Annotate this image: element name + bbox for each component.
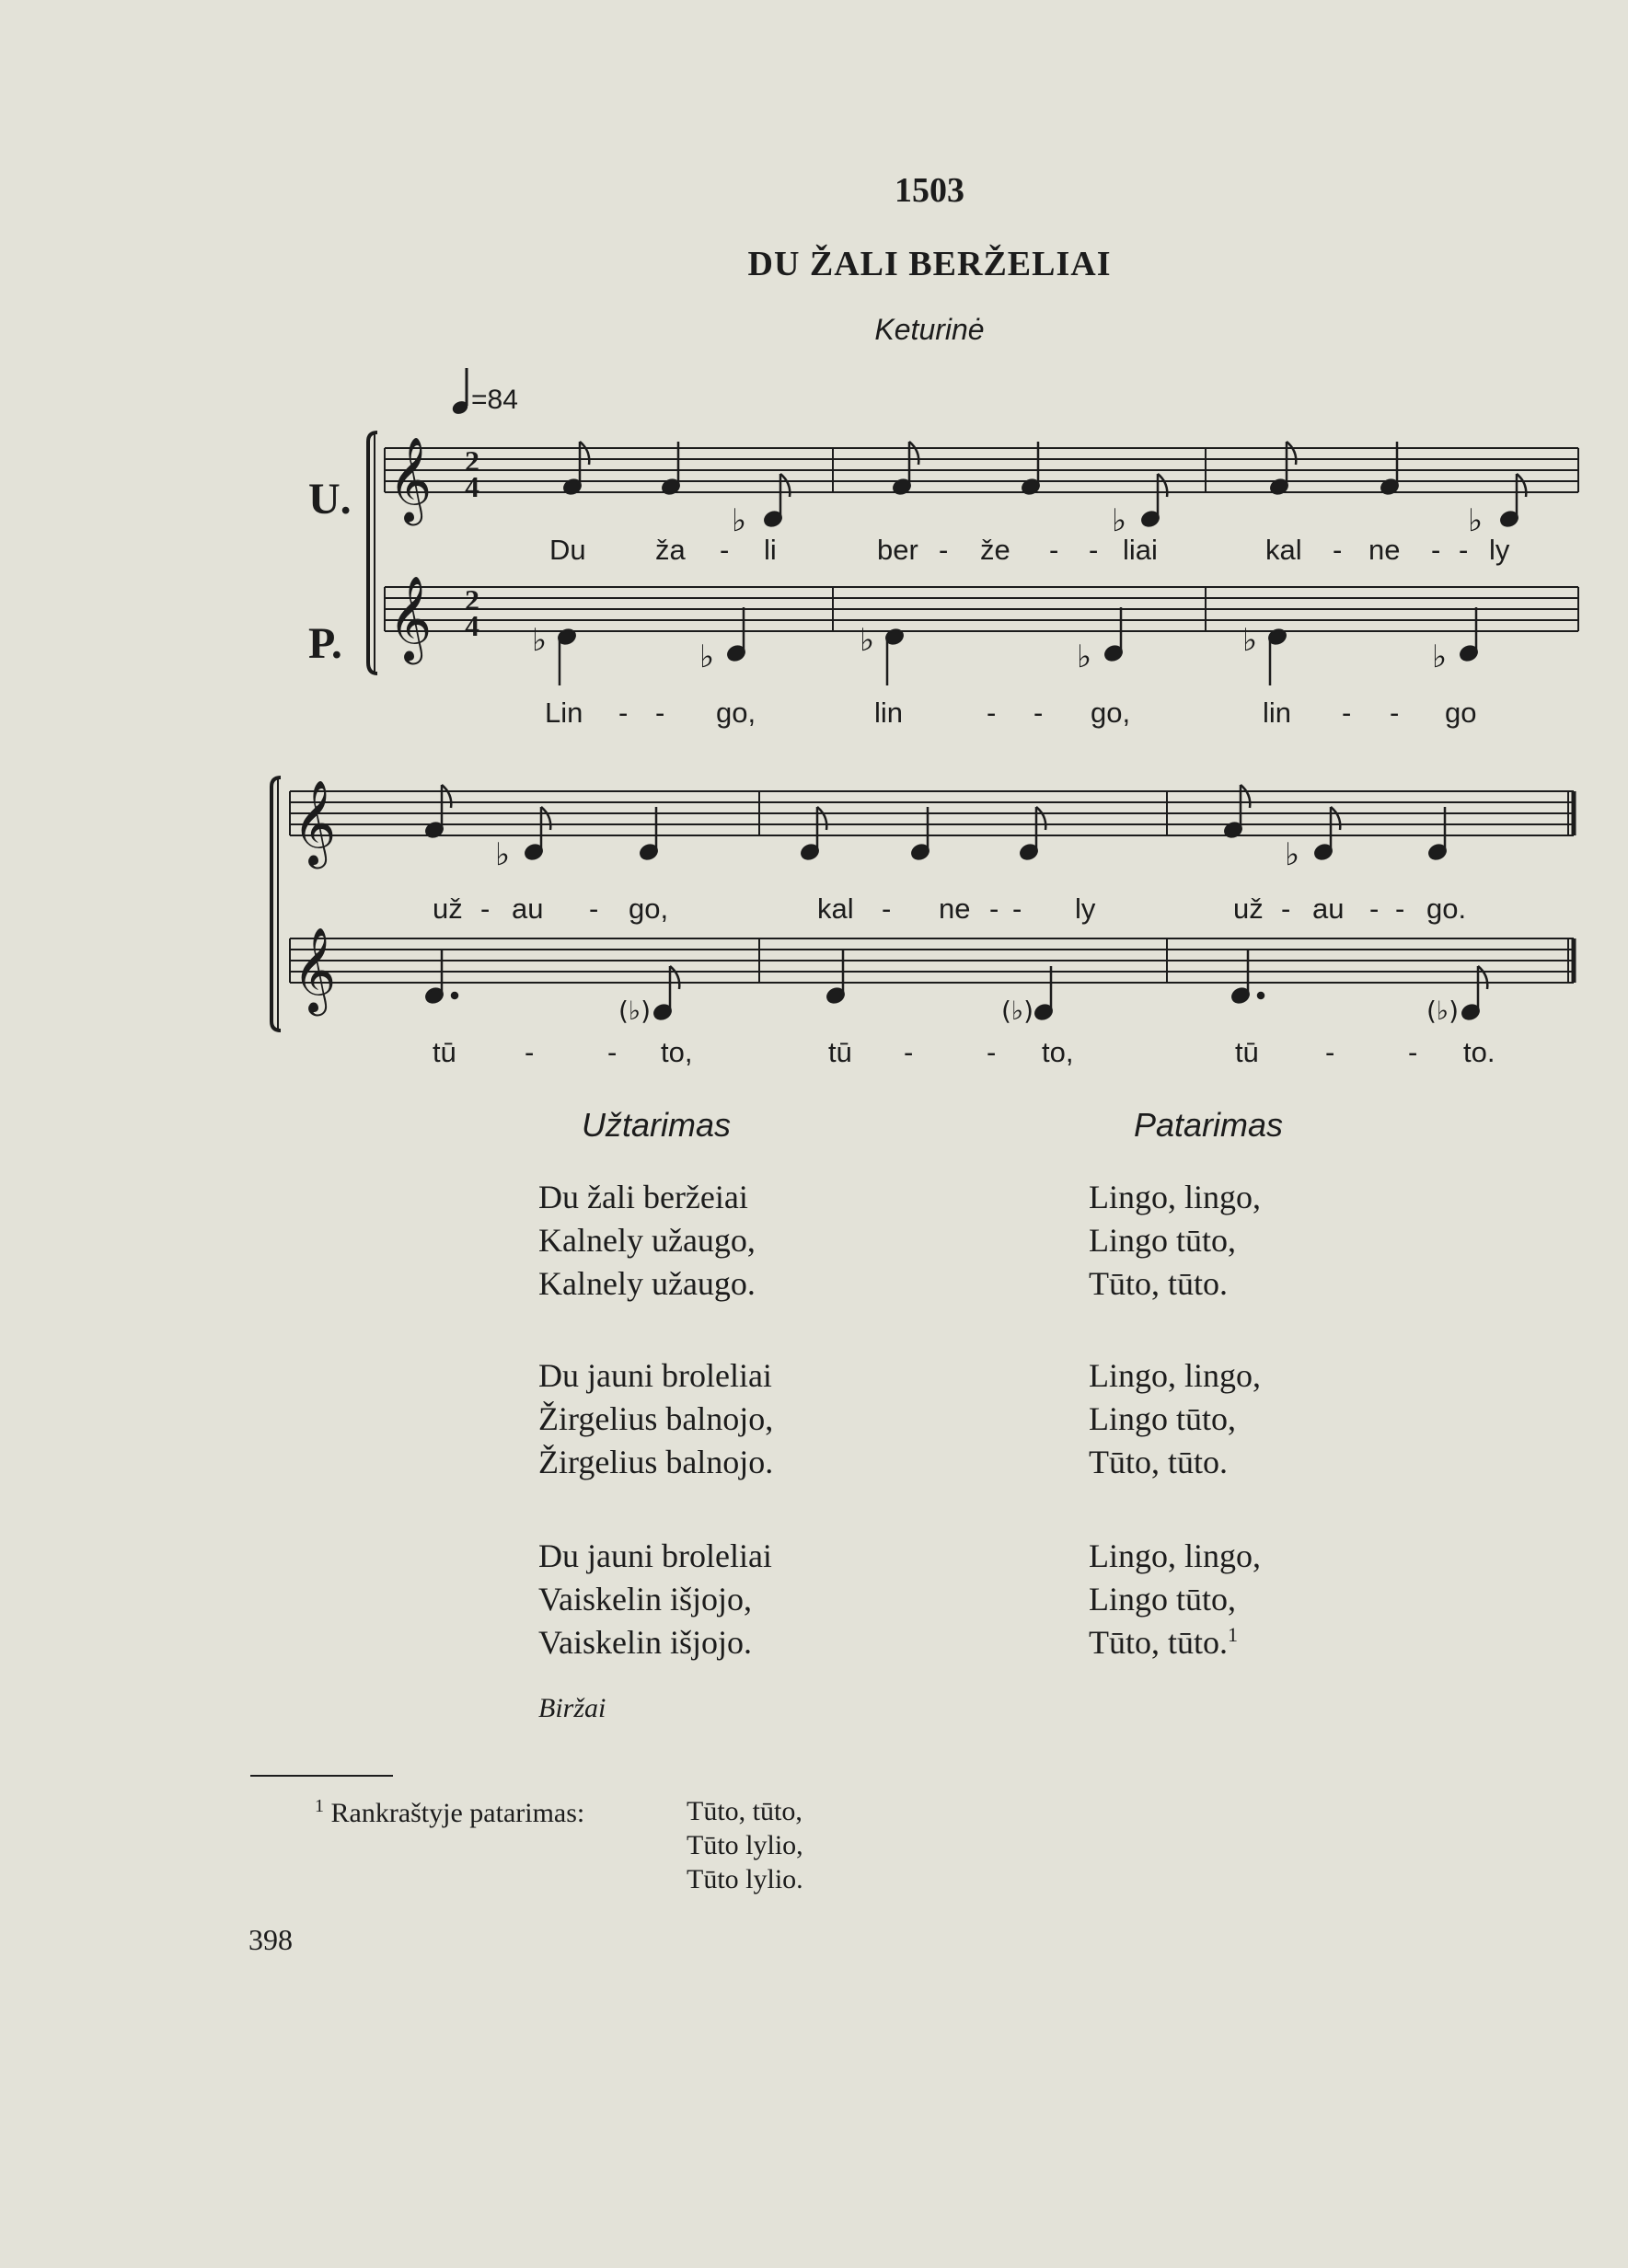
stanza1-right-line1: Lingo, lingo,: [1089, 1179, 1261, 1215]
lyric-s2l-2: -: [607, 1036, 618, 1068]
svg-text:♭: ♭: [1285, 838, 1300, 872]
song-subtitle: Keturinė: [874, 313, 985, 346]
lyric-s2u-12: -: [1281, 892, 1291, 925]
svg-text:(♭): (♭): [1001, 996, 1034, 1026]
system2-upper-staff: [290, 791, 1574, 835]
lyric-s1l-1: -: [618, 697, 629, 729]
lyric-s2u-11: už: [1233, 892, 1264, 925]
system2-upper-notes: [424, 785, 1448, 872]
svg-text:♭: ♭: [860, 624, 875, 658]
place-name: Biržai: [538, 1693, 606, 1723]
lyric-s1u-15: ly: [1489, 534, 1510, 566]
lyric-s1u-1: ža: [655, 534, 686, 566]
footnote-line1: Tūto, tūto,: [687, 1796, 802, 1826]
lyric-s1u-13: -: [1431, 534, 1441, 566]
lyric-s2u-7: ne: [939, 892, 971, 925]
lyric-s2l-5: -: [904, 1036, 914, 1068]
svg-text:♭: ♭: [1468, 504, 1484, 538]
lyric-s2u-15: -: [1395, 892, 1405, 925]
stanza1-right-line3: Tūto, tūto.: [1089, 1265, 1228, 1302]
lyric-s1l-0: Lin: [545, 697, 583, 729]
lyric-s2l-1: -: [525, 1036, 535, 1068]
lyric-s1u-5: -: [939, 534, 949, 566]
lyric-s2l-6: -: [987, 1036, 997, 1068]
lyric-s2l-11: to.: [1463, 1036, 1495, 1068]
lyric-s2l-10: -: [1408, 1036, 1418, 1068]
lyric-s2l-4: tū: [828, 1036, 852, 1068]
stanza3-right-line3: [1089, 1623, 1238, 1662]
stanza1-left-line3: Kalnely užaugo.: [538, 1265, 756, 1302]
lyric-s2u-10: ly: [1075, 892, 1096, 925]
svg-text:2: 2: [465, 444, 479, 478]
system1-bracket: [368, 432, 377, 673]
lyric-s1u-0: Du: [549, 534, 586, 566]
lyric-s2u-14: -: [1369, 892, 1380, 925]
system2-lower-clef-icon: 𝄞: [293, 927, 337, 1012]
svg-text:♭: ♭: [495, 838, 511, 872]
lyric-s1u-14: -: [1459, 534, 1469, 566]
stanza2-right-line2: Lingo tūto,: [1089, 1400, 1236, 1437]
lyric-s2u-9: -: [1012, 892, 1022, 925]
system1-lower-staff: [385, 587, 1578, 631]
lyric-s2l-8: tū: [1235, 1036, 1259, 1068]
system2-upper-clef-icon: 𝄞: [293, 779, 337, 865]
stanza2-left-line3: Žirgelius balnojo.: [538, 1444, 774, 1480]
lyric-s2u-2: au: [512, 892, 544, 925]
lyric-s1u-8: -: [1089, 534, 1099, 566]
stanza2-left-line2: Žirgelius balnojo,: [538, 1400, 774, 1437]
stanza3-right-line1: Lingo, lingo,: [1089, 1537, 1261, 1574]
system1-lower-clef-icon: 𝄞: [388, 575, 433, 661]
lyric-s2u-3: -: [589, 892, 599, 925]
stanza3-right-line2: Lingo tūto,: [1089, 1581, 1236, 1618]
lyric-s1l-2: -: [655, 697, 665, 729]
lyric-s1l-11: go: [1445, 697, 1477, 729]
footnote-marker: 1: [315, 1796, 324, 1816]
voice-label-upper: U.: [308, 475, 352, 524]
lyric-s2u-5: kal: [817, 892, 854, 925]
svg-text:2: 2: [465, 583, 479, 616]
lyric-s1l-8: lin: [1263, 697, 1292, 729]
footnote-label: Rankraštyje patarimas:: [330, 1798, 585, 1828]
lyric-s2u-0: už: [433, 892, 463, 925]
lyric-s1u-7: -: [1049, 534, 1059, 566]
lyric-s2u-1: -: [480, 892, 491, 925]
lyric-s1l-9: -: [1342, 697, 1352, 729]
page-number: 398: [248, 1923, 293, 1956]
stanza1-left-line2: Kalnely užaugo,: [538, 1222, 756, 1259]
lyric-s1u-3: li: [764, 534, 777, 566]
svg-text:♭: ♭: [1242, 624, 1258, 658]
svg-text:♭: ♭: [532, 624, 548, 658]
column-heading-right: Patarimas: [1134, 1106, 1284, 1144]
tempo-marking: =84: [471, 385, 518, 415]
lyric-s1l-3: go,: [716, 697, 756, 729]
lyric-s1l-4: lin: [874, 697, 904, 729]
svg-text:(♭): (♭): [618, 996, 652, 1026]
lyric-s1u-11: -: [1333, 534, 1343, 566]
lyric-s2u-4: go,: [629, 892, 669, 925]
svg-text:♭: ♭: [1112, 504, 1127, 538]
stanza3-left-line1: Du jauni broleliai: [538, 1537, 772, 1574]
stanza3-left-line2: Vaiskelin išjojo,: [538, 1581, 752, 1618]
lyric-s2u-16: go.: [1426, 892, 1467, 925]
stanza3-right-line3-text: Tūto, tūto.: [1089, 1624, 1228, 1661]
svg-text:♭: ♭: [1077, 640, 1092, 674]
stanza1-right-line2: Lingo tūto,: [1089, 1222, 1236, 1259]
lyric-s1u-9: liai: [1123, 534, 1158, 566]
system1-upper-clef-icon: 𝄞: [388, 436, 433, 522]
lyric-s1l-5: -: [987, 697, 997, 729]
lyric-s2l-9: -: [1325, 1036, 1335, 1068]
song-number: 1503: [895, 171, 964, 210]
stanza3-left-line3: Vaiskelin išjojo.: [538, 1624, 752, 1661]
lyric-s1l-10: -: [1390, 697, 1400, 729]
lyric-s1u-4: ber: [877, 534, 918, 566]
system2-bracket: [271, 777, 281, 1030]
lyric-s1u-2: -: [720, 534, 730, 566]
svg-text:♭: ♭: [732, 504, 747, 538]
svg-text:♭: ♭: [699, 640, 715, 674]
footnote-line2: Tūto lylio,: [687, 1830, 803, 1860]
voice-label-lower: P.: [308, 619, 342, 668]
svg-text:♭: ♭: [1432, 640, 1448, 674]
system1-lower-notes: [532, 607, 1479, 685]
svg-text:(♭): (♭): [1426, 996, 1460, 1026]
lyric-s2u-6: -: [882, 892, 892, 925]
lyric-s1u-6: že: [980, 534, 1010, 566]
lyric-s2u-13: au: [1312, 892, 1345, 925]
lyric-s1u-10: kal: [1265, 534, 1302, 566]
footnote-reference: 1: [1228, 1623, 1238, 1646]
song-title: DU ŽALI BERŽELIAI: [747, 245, 1112, 283]
footnote: [315, 1796, 584, 1829]
svg-text:4: 4: [465, 470, 479, 503]
lyric-s2u-8: -: [989, 892, 999, 925]
stanza2-right-line1: Lingo, lingo,: [1089, 1357, 1261, 1394]
lyric-s1u-12: ne: [1368, 534, 1401, 566]
lyric-s1l-6: -: [1033, 697, 1044, 729]
system1-upper-notes: [562, 442, 1526, 538]
svg-text:4: 4: [465, 609, 479, 642]
footnote-line3: Tūto lylio.: [687, 1864, 803, 1894]
lyric-s1l-7: go,: [1091, 697, 1131, 729]
lyric-s2l-0: tū: [433, 1036, 456, 1068]
lyric-s2l-7: to,: [1042, 1036, 1074, 1068]
stanza1-left-line1: Du žali beržeiai: [538, 1179, 748, 1215]
system2-lower-staff: [290, 938, 1574, 983]
stanza2-right-line3: Tūto, tūto.: [1089, 1444, 1228, 1480]
column-heading-left: Užtarimas: [582, 1106, 732, 1144]
stanza2-left-line1: Du jauni broleliai: [538, 1357, 772, 1394]
lyric-s2l-3: to,: [661, 1036, 693, 1068]
